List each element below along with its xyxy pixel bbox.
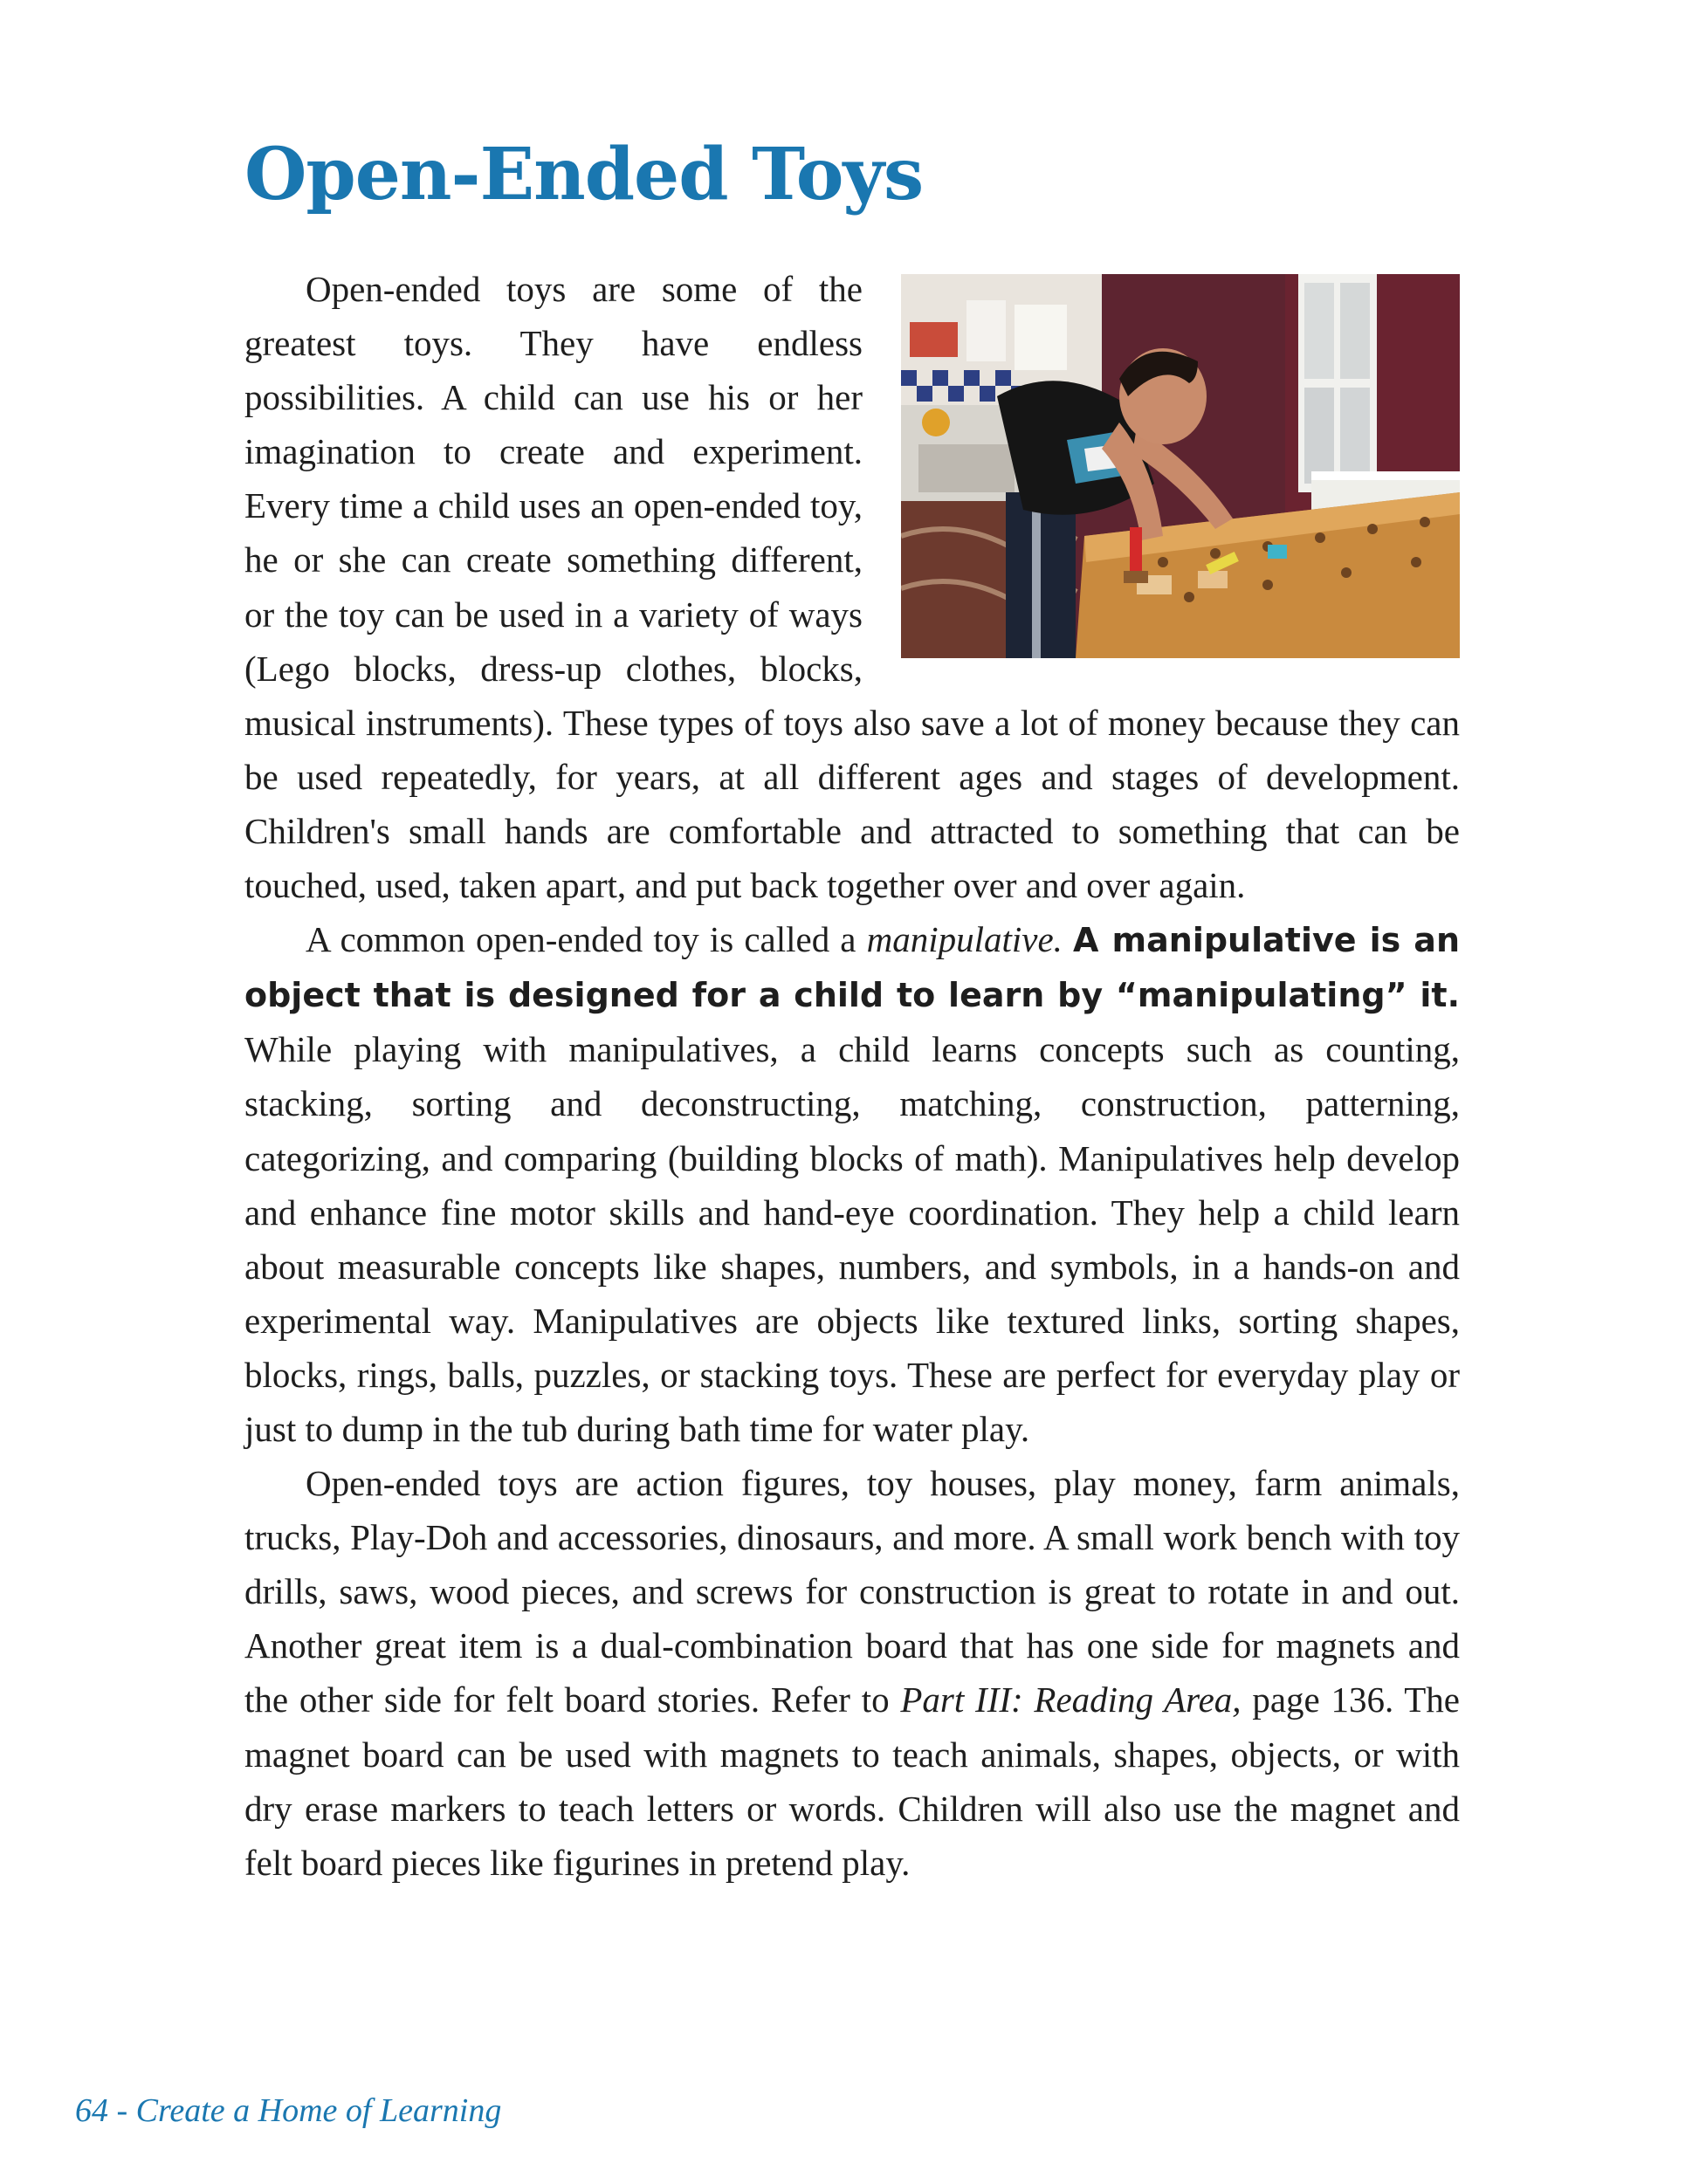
page-footer: 64 - Create a Home of Learning [75,2092,502,2129]
page-title: Open-Ended Toys [244,133,924,216]
paragraph-3: Open-ended toys are action figures, toy houses, play money, farm animals, trucks, Play-Doh and accessories, dinosaurs, and more. A small work bench with toy drills, saws, wood pieces, and screws for construction is great to rotate in and out. Another great item is a dual-combination board that has one side for magnets and the other side for felt board stories. Refer to Part III: Reading Area, page 136. The magnet board can be used with magnets to teach animals, shapes, objects, or with dry erase markers to teach letters or words. Children will also use the magnet and felt board pieces like figurines in pretend play. [244,1463,1461,1883]
body-text [244,262,1460,1890]
paragraph-2: A common open-ended toy is called a manipulative. A manipulative is an object that is designed for a child to learn by “manipulating” it. While playing with manipulatives, a child learns concepts such as counting, stacking, sorting and deconstructing, matching, construction, patterning, categorizing, and comparing (building blocks of math). Manipulatives help develop and enhance fine motor skills and hand-eye coordination. They help a child learn about measurable concepts like shapes, numbers, and symbols, in a hands-on and experimental way. Manipulatives are objects like textured links, sorting shapes, blocks, rings, balls, puzzles, or stacking toys. These are perfect for everyday play or just to dump in the tub during bath time for water play. [244,919,1461,1449]
cross-reference: Part III: Reading Area, [900,1679,1242,1720]
term-manipulative: manipulative. [866,919,1063,960]
definition: A manipulative is an object that is designed for a child to learn by “manipulating” it. [244,921,1461,1015]
boy-at-workbench-image [901,274,1460,658]
photo [901,274,1460,658]
paragraph-1: Open-ended toys are some of the greatest toys. They have endless possibilities. A child can use his or her imagination to create and experiment. Every time a child uses an open-ended toy, he or she can create something different, or the toy can be used in a variety of ways (Lego blocks, dress-up clothes, blocks, musical instruments). These types of toys also save a lot of money because they can be used repeatedly, for years, at all different ages and stages of development. Children's small hands are comfortable and attracted to something that can be touched, used, taken apart, and put back together over and over again. [244,269,1460,906]
